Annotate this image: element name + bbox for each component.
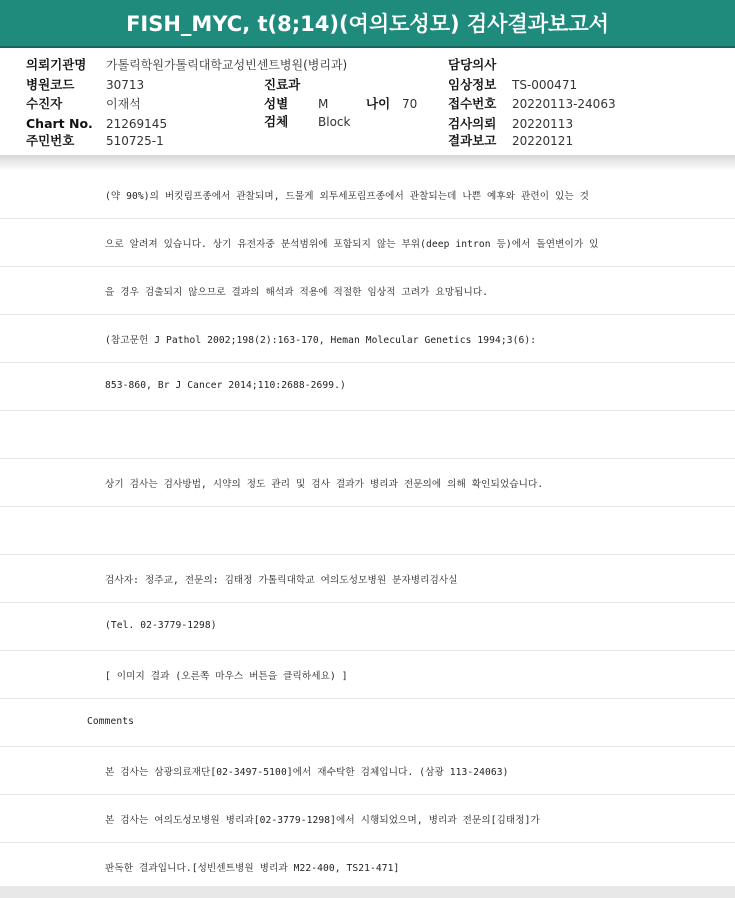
report-line-text: 검사자: 정주교, 전문의: 김태정 가톨릭대학교 여의도성모병원 분자병리검사실 [105, 575, 458, 586]
report-line-text: 으로 알려져 있습니다. 상기 유전자중 분석범위에 포함되지 않는 부위(deep intron 등)에서 돌연변이가 있 [105, 239, 599, 250]
report-line-blank [0, 411, 735, 459]
report-line-text: (Tel. 02-3779-1298) [105, 620, 217, 631]
bottom-scroll-edge [0, 886, 735, 898]
patient-value: 이재석 [106, 97, 141, 111]
comments-heading-row [0, 699, 735, 747]
report-title-bar [0, 0, 735, 48]
image-result-link[interactable]: [ 이미지 결과 (오른쪽 마우스 버튼을 클릭하세요) ] [105, 671, 348, 682]
clinical-info-label: 임상정보 [448, 77, 497, 92]
report-body [0, 171, 735, 892]
sex-label: 성별 [264, 96, 289, 111]
report-line [0, 555, 735, 603]
report-line [0, 219, 735, 267]
report-line-blank [0, 507, 735, 555]
age-label: 나이 [366, 96, 391, 111]
report-date-value: 20220121 [512, 134, 574, 148]
doctor-label: 담당의사 [448, 57, 497, 72]
report-line-text: 853-860, Br J Cancer 2014;110:2688-2699.) [105, 380, 346, 391]
report-line [0, 603, 735, 651]
hospital-code-label: 병원코드 [26, 77, 75, 92]
specimen-label: 검체 [264, 114, 289, 129]
patient-label: 수진자 [26, 96, 63, 111]
report-line-text: 을 경우 검출되지 않으므로 결과의 해석과 적용에 적절한 임상적 고려가 요망됩니다. [105, 287, 489, 298]
sex-value: M [318, 97, 329, 111]
resident-no-label: 주민번호 [26, 133, 75, 148]
chart-no-value: 21269145 [106, 117, 168, 131]
report-line [0, 363, 735, 411]
department-label: 진료과 [264, 77, 301, 92]
report-line-text: (약 90%)의 버킷림프종에서 관찰되며, 드물게 외투세포림프종에서 관찰되는데 나쁜 예후와 관련이 있는 것 [105, 191, 589, 202]
header-divider-shadow [0, 155, 735, 171]
comment-line [0, 843, 735, 891]
comments-heading: Comments [87, 716, 135, 727]
request-date-label: 검사의뢰 [448, 116, 497, 131]
report-line [0, 267, 735, 315]
clinical-info-value: TS-000471 [512, 78, 578, 92]
specimen-value: Block [318, 115, 351, 129]
report-header [0, 48, 735, 156]
comment-line-text: 판독한 결과입니다.[성빈센트병원 병리과 M22-400, TS21-471] [105, 863, 400, 874]
chart-no-label: Chart No. [26, 116, 93, 131]
request-date-value: 20220113 [512, 117, 574, 131]
comment-line [0, 747, 735, 795]
institution-label: 의뢰기관명 [26, 57, 87, 72]
report-title: FISH_MYC, t(8;14)(여의도성모) 검사결과보고서 [126, 12, 609, 36]
comment-line [0, 795, 735, 843]
institution-value: 가톨릭학원가톨릭대학교성빈센트병원(병리과) [106, 58, 348, 72]
age-value: 70 [402, 97, 418, 111]
resident-no-value: 510725-1 [106, 134, 164, 148]
comment-line-text: 본 검사는 삼광의료재단[02-3497-5100]에서 재수탁한 검체입니다. (삼광 113-24063) [105, 767, 509, 778]
hospital-code-value: 30713 [106, 78, 145, 92]
report-line-text: (참고문헌 J Pathol 2002;198(2):163-170, Heman Molecular Genetics 1994;3(6): [105, 335, 537, 346]
report-date-label: 결과보고 [448, 133, 497, 148]
report-line [0, 171, 735, 219]
comment-line-text: 본 검사는 여의도성모병원 병리과[02-3779-1298]에서 시행되었으며, 병리과 전문의[김태정]가 [105, 815, 540, 826]
receipt-no-value: 20220113-24063 [512, 97, 616, 111]
report-line [0, 459, 735, 507]
receipt-no-label: 접수번호 [448, 96, 497, 111]
report-line [0, 315, 735, 363]
image-result-line[interactable] [0, 651, 735, 699]
report-line-text: 상기 검사는 검사방법, 시약의 정도 관리 및 검사 결과가 병리과 전문의에 의해 확인되었습니다. [105, 479, 544, 490]
